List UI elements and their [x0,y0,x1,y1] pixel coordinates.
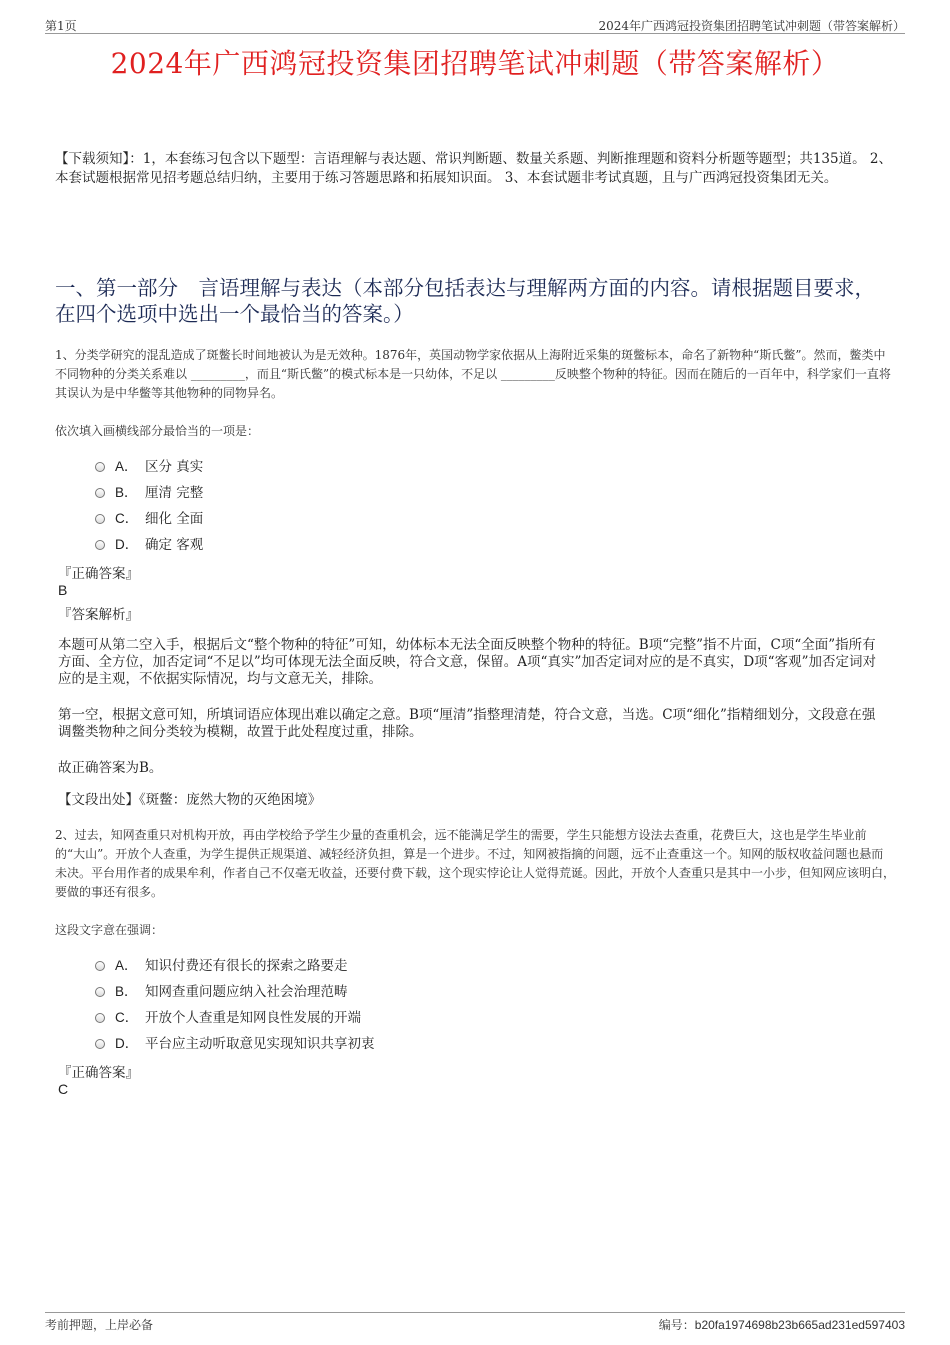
option-text: 开放个人查重是知网良性发展的开端 [145,1010,361,1026]
option-text: 区分 真实 [145,459,204,475]
section-title: 一、第一部分 言语理解与表达（本部分包括表达与理解两方面的内容。请根据题目要求，在四个选项中选出一个最恰当的答案。） [55,276,875,326]
option-c[interactable] [95,1003,375,1029]
option-d[interactable] [95,530,203,556]
option-letter: D． [115,1036,139,1051]
correct-answer: B [58,582,68,598]
option-d[interactable] [95,1029,375,1055]
option-c[interactable] [95,504,203,530]
question-1-options [95,452,203,556]
footer-code-value: b20fa1974698b23b665ad231ed597403 [694,1318,905,1332]
option-text: 厘清 完整 [145,485,204,501]
option-letter: D． [115,537,139,552]
answer-label: 『正确答案』 [58,1065,139,1081]
radio-icon[interactable] [95,514,105,524]
option-text: 知识付费还有很长的探索之路要走 [145,958,348,974]
footer-slogan: 考前押题，上岸必备 [45,1318,154,1332]
option-letter: C． [115,511,139,526]
document-title: 2024年广西鸿冠投资集团招聘笔试冲刺题（带答案解析） [110,47,840,80]
footer-code [659,1316,905,1333]
option-b[interactable] [95,977,375,1003]
radio-icon[interactable] [95,961,105,971]
analysis-paragraph: 本题可从第二空入手，根据后文“整个物种的特征”可知，幼体标本无法全面反映整个物种的特征。B项“完整”指不片面，C项“全面”指所有方面、全方位，加否定词“不足以”均可体现无法全面反映，符合文意，保留。A项“真实”加否定词对应的是不真实，D项“客观”加否定词对应的是主观，不依据实际情况，均与文意无关，排除。 [58,637,876,687]
radio-icon[interactable] [95,462,105,472]
option-a[interactable] [95,452,203,478]
analysis-label: 『答案解析』 [58,607,139,623]
analysis-paragraph: 第一空，根据文意可知，所填词语应体现出难以确定之意。B项“厘清”指整理清楚，符合文意，当选。C项“细化”指精细划分，文段意在强调鳖类物种之间分类较为模糊，故置于此处程度过重，排除。 [58,707,876,740]
page-header [45,15,905,34]
radio-icon[interactable] [95,540,105,550]
option-a[interactable] [95,951,375,977]
option-letter: B． [115,984,138,999]
option-text: 确定 客观 [145,537,204,553]
question-1-text: 1、分类学研究的混乱造成了斑鳖长时间地被认为是无效种。1876年，英国动物学家依据从上海附近采集的斑鳖标本，命名了新物种“斯氏鳖”。然而，鳖类中不同物种的分类关系难以 _________，而且“斯氏鳖”的模式标本是一只幼体，不足以 _________反映整个物种的特征。因而在随后的一百年中，科学家们一直将其误认为是中华鳖等其他物种的同物异名。 [55,348,891,400]
page-footer [45,1312,905,1335]
radio-icon[interactable] [95,488,105,498]
option-b[interactable] [95,478,203,504]
radio-icon[interactable] [95,1039,105,1049]
footer-code-label: 编号： [658,1318,695,1332]
question-2-prompt: 这段文字意在强调： [55,923,164,937]
answer-label: 『正确答案』 [58,566,139,582]
question-1-prompt: 依次填入画横线部分最恰当的一项是： [55,424,260,438]
analysis-conclusion: 故正确答案为B。 [58,760,163,776]
page-number: 第1页 [45,19,77,33]
header-doc-title: 2024年广西鸿冠投资集团招聘笔试冲刺题（带答案解析） [598,19,905,33]
radio-icon[interactable] [95,1013,105,1023]
source-citation: 【文段出处】《斑鳖：庞然大物的灭绝困境》 [58,792,322,808]
correct-answer: C [58,1081,69,1097]
radio-icon[interactable] [95,987,105,997]
option-letter: C． [115,1010,139,1025]
question-2-text: 2、过去，知网查重只对机构开放，再由学校给予学生少量的查重机会，远不能满足学生的需要，学生只能想方设法去查重，花费巨大，这也是学生毕业前的“大山”。开放个人查重，为学生提供正规渠道、减轻经济负担，算是一个进步。不过，知网被指摘的问题，远不止查重这一个。知网的版权收益问题也悬而未决。平台用作者的成果牟利，作者自己不仅毫无收益，还要付费下载，这个现实悖论让人觉得荒诞。因此，开放个人查重只是其中一小步，但知网应该明白，要做的事还有很多。 [55,828,896,899]
option-text: 细化 全面 [145,511,204,527]
option-letter: B． [115,485,138,500]
option-letter: A． [115,958,138,973]
question-2-options [95,951,375,1055]
option-letter: A． [115,459,138,474]
download-notice: 【下载须知】：1，本套练习包含以下题型：言语理解与表达题、常识判断题、数量关系题、判断推理题和资料分析题等题型；共135道。 2、本套试题根据常见招考题总结归纳，主要用于练习答题思路和拓展知识面。 3、本套试题非考试真题，且与广西鸿冠投资集团无关。 [55,151,892,186]
option-text: 平台应主动听取意见实现知识共享初衷 [145,1036,375,1052]
option-text: 知网查重问题应纳入社会治理范畴 [145,984,348,1000]
